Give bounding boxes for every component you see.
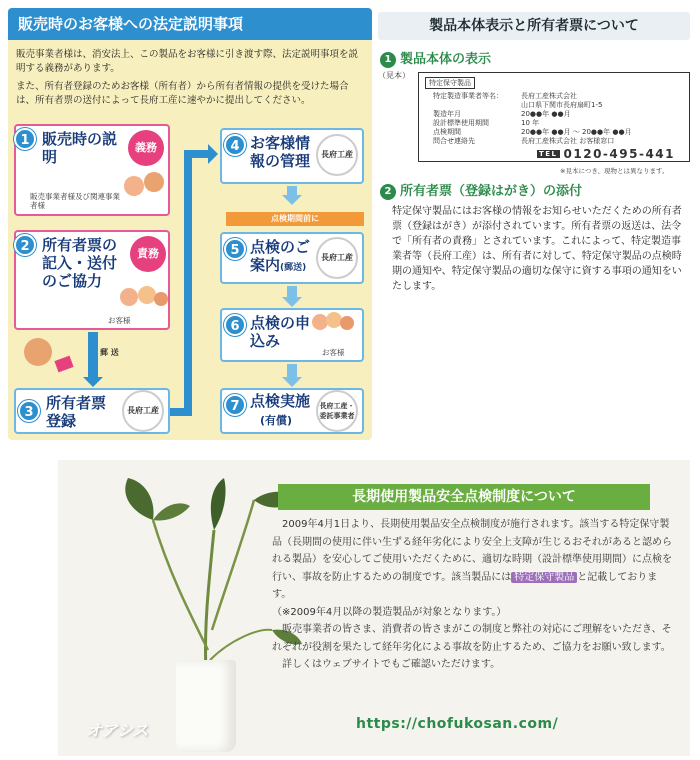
step-6-number: 6 <box>224 314 246 336</box>
step-2-caption: お客様 <box>108 316 131 325</box>
step-4-box <box>220 128 364 184</box>
mail-label: 郵 送 <box>100 348 119 357</box>
section-1-title: 製品本体の表示 <box>400 52 492 67</box>
responsibility-badge: 責務 <box>130 236 166 272</box>
label-row: 製造年月 20●●年 ●●月 <box>433 110 571 118</box>
step-7-box <box>220 388 364 434</box>
body-paragraph-3: 詳しくはウェブサイトでもご確認いただけます。 <box>282 659 501 670</box>
period-bar: 点検期間前に <box>226 212 364 226</box>
section-2-title: 所有者票（登録はがき）の添付 <box>400 184 583 199</box>
step-3-actor: 長府工産 <box>122 390 164 432</box>
step-1-caption: 販売事業者様及び関連事業者様 <box>30 192 120 210</box>
step-4-actor: 長府工産 <box>316 134 358 176</box>
step-7-sub: (有償) <box>260 414 293 427</box>
left-panel-title: 販売時のお客様への法定説明事項 <box>8 8 372 40</box>
website-link[interactable]: https://chofukosan.com/ <box>356 716 559 732</box>
step-2-label: 所有者票の記入・送付のご協力 <box>42 236 118 290</box>
step-4-number: 4 <box>224 134 246 156</box>
maintenance-product-tag: 特定保守製品 <box>511 572 577 583</box>
label-row: 問合せ連絡先 長府工産株式会社 お客様窓口 <box>433 137 615 145</box>
step-3-box <box>14 388 170 434</box>
step-6-label: 点検の申込み <box>250 314 311 350</box>
step-7-actor: 長府工産・委託事業者 <box>316 390 358 432</box>
arrow-6-to-7 <box>287 364 297 378</box>
body-paragraph-1: 2009年4月1日より、長期使用製品安全点検制度が施行されます。該当する特定保守製品（長期間の使用に伴い生ずる経年劣化により安全上支障が生じるおそれがあると認められる製品）を安心してご使用いただくために、適切な時期（設計標準使用期間）に点検を行い、事故を防止するための制度です。該当製品には 特定保守製品 と記載しております。 <box>272 519 672 600</box>
bottom-body <box>272 516 672 674</box>
step-5-number: 5 <box>224 238 246 260</box>
section-1-heading <box>380 48 491 68</box>
step-7-label: 点検実施 (有償) <box>250 392 311 427</box>
phone-icon: TEL <box>539 150 558 158</box>
customer-icon-3 <box>154 292 168 306</box>
step-3-number: 3 <box>18 400 40 422</box>
duty-badge: 義務 <box>128 130 164 166</box>
step-3-label: 所有者票登録 <box>46 394 107 430</box>
product-label-sample <box>418 72 690 162</box>
section-2-heading <box>380 180 582 200</box>
customer-mailing-icon <box>24 338 52 366</box>
step-5-actor: 長府工産 <box>316 237 358 279</box>
step-6-box <box>220 308 364 362</box>
label-row: 山口県下関市長府扇町1-5 <box>521 101 603 109</box>
customer-icon-2 <box>138 286 156 304</box>
step-7-number: 7 <box>224 394 246 416</box>
arrow-5-to-6 <box>287 286 297 298</box>
sample-label: （見本） <box>378 71 410 80</box>
intro-text-2: また、所有者登録のためお客様（所有者）から所有者情報の提供を受けた場合は、所有者票の送付によって長府工産に速やかに提出してください。 <box>16 81 349 106</box>
label-phone-number: 0120-495-441 <box>563 147 675 161</box>
label-row: 点検期間 20●●年 ●●月 ～ 20●●年 ●●月 <box>433 128 632 136</box>
staff-icon <box>144 172 164 192</box>
salesperson-icon <box>124 176 144 196</box>
postcard-icon <box>54 356 73 373</box>
connector-to-4 <box>184 150 210 158</box>
step-1-number: 1 <box>14 128 36 150</box>
customer-icon-6 <box>340 316 354 330</box>
section-1-number: 1 <box>380 52 396 68</box>
step-6-caption: お客様 <box>322 348 345 357</box>
watermark: オアシス <box>86 721 149 740</box>
label-phone <box>537 147 675 161</box>
body-paragraph-2: 販売事業者の皆さま、消費者の皆さまがこの制度と弊社の対応にご理解をいただき、それぞれが役割を果たして経年劣化による事故を防止するため、ご協力をお願い致します。 <box>272 624 672 653</box>
step-1-box <box>14 124 170 216</box>
plant-pot <box>176 660 236 752</box>
bottom-title: 長期使用製品安全点検制度について <box>278 484 650 510</box>
step-5-label: 点検のご案内(郵送) <box>250 238 311 274</box>
step-5-sub: (郵送) <box>280 263 307 273</box>
step-2-number: 2 <box>14 234 36 256</box>
right-panel-title: 製品本体表示と所有者票について <box>378 12 690 40</box>
label-row: 設計標準使用期間 10 年 <box>433 119 540 127</box>
step-1-label: 販売時の説明 <box>42 130 118 166</box>
step-2-box <box>14 230 170 330</box>
arrowhead-to-4 <box>208 144 218 164</box>
legal-explanation-panel <box>8 8 372 440</box>
label-tag: 特定保守製品 <box>425 77 475 89</box>
connector-up <box>184 150 192 416</box>
step-4-label: お客様情報の管理 <box>250 134 311 170</box>
arrow-2-to-3 <box>88 332 98 378</box>
label-rows <box>433 92 683 146</box>
step-5-box <box>220 232 364 284</box>
label-note: ※見本につき、現物とは異なります。 <box>560 167 669 175</box>
body-note: （※2009年4月以降の製造製品が対象となります。） <box>272 606 507 618</box>
arrow-4-to-period <box>287 186 297 196</box>
intro-text-1: 販売事業者様は、消安法上、この製品をお客様に引き渡す際、法定説明事項を説明する義務があります。 <box>16 49 359 74</box>
customer-icon-1 <box>120 288 138 306</box>
section-2-body: 特定保守製品にはお客様の情報をお知らせいただくための所有者票（登録はがき）が添付されています。所有者票の返送は、法令で「所有者の責務」とされています。これによって、特定製造事業者等（長府工産）は、所有者に対して、特定保守製品の点検時期の通知や、特定保守製品の適切な保守に資する事項の通知をいたします。 <box>392 206 682 292</box>
label-row: 特定製造事業者等名： 長府工産株式会社 <box>433 92 577 100</box>
section-2-number: 2 <box>380 184 396 200</box>
